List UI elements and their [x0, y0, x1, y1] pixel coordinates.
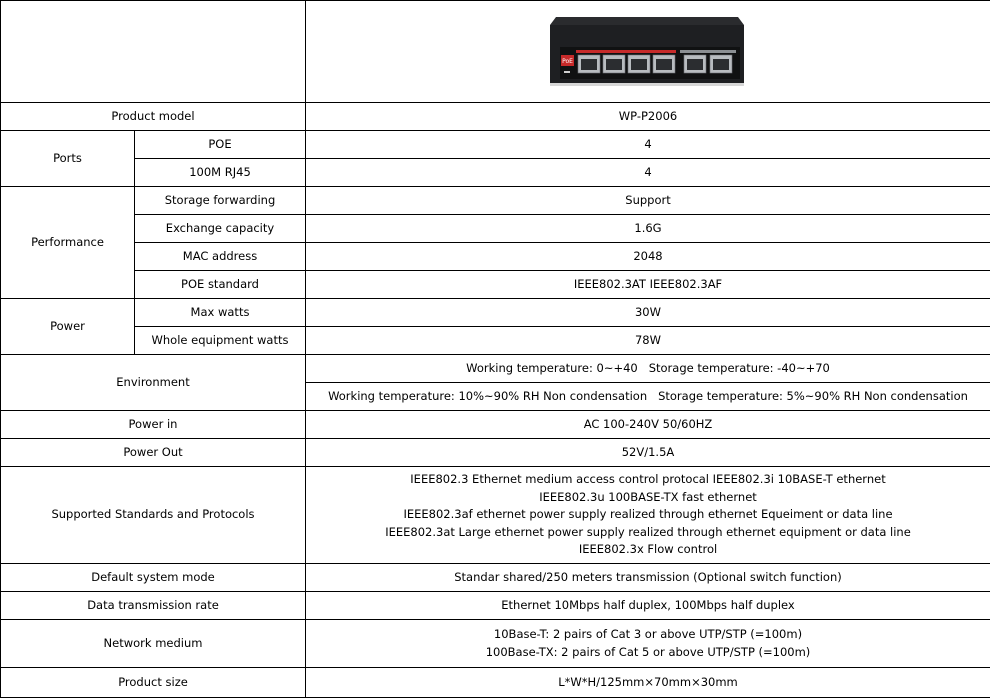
spec-label: Max watts [135, 299, 306, 327]
spec-label: Data transmission rate [1, 592, 306, 620]
spec-label: Supported Standards and Protocols [1, 467, 306, 564]
spec-value: IEEE802.3AT IEEE802.3AF [306, 271, 990, 299]
image-label-cell [1, 1, 306, 103]
standards-list [306, 467, 990, 564]
performance-row [1, 243, 990, 271]
spec-label: POE standard [135, 271, 306, 299]
power-row [1, 299, 990, 327]
group-label-performance: Performance [1, 187, 135, 299]
spec-value: Working temperature: 0~+40 Storage temperature: -40~+70 [306, 355, 990, 383]
standard-line: IEEE802.3af ethernet power supply realized through ethernet Equeiment or data line [310, 506, 986, 524]
spec-label: Product size [1, 668, 306, 698]
default-mode-row [1, 564, 990, 592]
power-row [1, 327, 990, 355]
spec-value: Standar shared/250 meters transmission (Optional switch function) [306, 564, 990, 592]
standard-line: IEEE802.3u 100BASE-TX fast ethernet [310, 489, 986, 507]
power-in-row [1, 411, 990, 439]
spec-value: Support [306, 187, 990, 215]
group-label-power: Power [1, 299, 135, 355]
performance-row [1, 215, 990, 243]
spec-label: Storage forwarding [135, 187, 306, 215]
medium-line: 10Base-T: 2 pairs of Cat 3 or above UTP/STP (=100m) [310, 626, 986, 644]
ports-row [1, 159, 990, 187]
network-medium-row [1, 620, 990, 668]
spec-value: 78W [306, 327, 990, 355]
spec-value: Ethernet 10Mbps half duplex, 100Mbps half duplex [306, 592, 990, 620]
spec-value: 4 [306, 131, 990, 159]
spec-value: L*W*H/125mm×70mm×30mm [306, 668, 990, 698]
standards-row [1, 467, 990, 564]
poe-badge-text: PoE [562, 58, 573, 65]
product-image-row [1, 1, 990, 103]
data-rate-row [1, 592, 990, 620]
performance-row [1, 187, 990, 215]
spec-value: 4 [306, 159, 990, 187]
spec-label: Product model [1, 103, 306, 131]
spec-value: 1.6G [306, 215, 990, 243]
spec-label: Network medium [1, 620, 306, 668]
ports-row [1, 131, 990, 159]
spec-label: Whole equipment watts [135, 327, 306, 355]
spec-label: Power Out [1, 439, 306, 467]
network-medium-list [306, 620, 990, 668]
network-switch-icon [548, 13, 748, 91]
standard-line: IEEE802.3 Ethernet medium access control protocal IEEE802.3i 10BASE-T ethernet [310, 471, 986, 489]
spec-label: 100M RJ45 [135, 159, 306, 187]
medium-line: 100Base-TX: 2 pairs of Cat 5 or above UTP/STP (=100m) [310, 644, 986, 662]
product-model-row [1, 103, 990, 131]
spec-label: Default system mode [1, 564, 306, 592]
spec-value: WP-P2006 [306, 103, 990, 131]
power-out-row [1, 439, 990, 467]
standard-line: IEEE802.3x Flow control [310, 541, 986, 559]
spec-value: 2048 [306, 243, 990, 271]
environment-row [1, 355, 990, 383]
spec-label: POE [135, 131, 306, 159]
spec-value: AC 100-240V 50/60HZ [306, 411, 990, 439]
spec-label: MAC address [135, 243, 306, 271]
spec-value: Working temperature: 10%~90% RH Non condensation Storage temperature: 5%~90% RH Non condensation [306, 383, 990, 411]
spec-value: 30W [306, 299, 990, 327]
group-label-environment: Environment [1, 355, 306, 411]
spec-label: Power in [1, 411, 306, 439]
product-image-cell [306, 1, 990, 103]
spec-label: Exchange capacity [135, 215, 306, 243]
spec-value: 52V/1.5A [306, 439, 990, 467]
performance-row [1, 271, 990, 299]
standard-line: IEEE802.3at Large ethernet power supply realized through ethernet equipment or data line [310, 524, 986, 542]
product-size-row [1, 668, 990, 698]
group-label-ports: Ports [1, 131, 135, 187]
